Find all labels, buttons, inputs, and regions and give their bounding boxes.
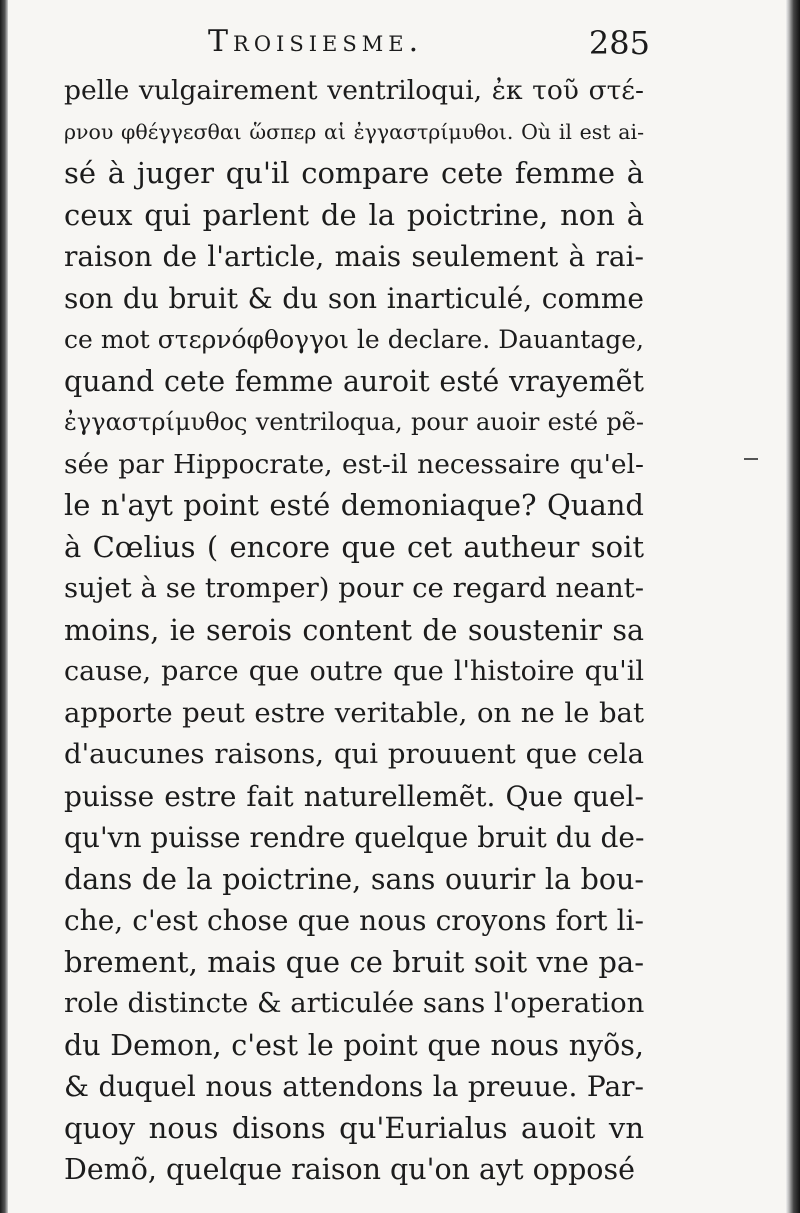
text-line: raison de l'article, mais seulement à rai- xyxy=(64,240,644,273)
text-line: quoy nous disons qu'Eurialus auoit vn xyxy=(64,1110,644,1145)
text-line: sée par Hippocrate, est-il necessaire qu'el- xyxy=(64,448,644,480)
text-line: moins, ie serois content de soustenir sa xyxy=(64,613,644,647)
text-line: che, c'est chose que nous croyons fort li- xyxy=(64,904,644,937)
text-line: Demõ, quelque raison qu'on ayt opposé xyxy=(64,1153,635,1186)
text-line: sujet à se tromper) pour ce regard neant- xyxy=(64,572,644,604)
text-line: & duquel nous attendons la preuue. Par- xyxy=(64,1070,644,1103)
running-head xyxy=(60,24,650,68)
page-edge-left xyxy=(0,0,8,1213)
running-head-title: Troisiesme. xyxy=(208,24,424,59)
text-line: ceux qui parlent de la poictrine, non à xyxy=(64,197,644,232)
text-line: cause, parce que outre que l'histoire qu'il xyxy=(64,656,644,687)
text-line: brement, mais que ce bruit soit vne pa- xyxy=(64,944,644,979)
text-line: d'aucunes raisons, qui prouuent que cela xyxy=(64,738,644,770)
text-line: apporte peut estre veritable, on ne le bat xyxy=(64,696,644,729)
text-line: son du bruit & du son inarticulé, comme xyxy=(64,281,644,315)
text-line: pelle vulgairement ventriloqui, ἐκ τοῦ στέ- xyxy=(64,75,644,106)
text-line: dans de la poictrine, sans ouurir la bou- xyxy=(64,862,644,896)
text-line: ρνου φθέγγεσθαι ὥσπερ αἱ ἐγγαστρίμυθοι. Où il est ai- xyxy=(64,119,644,144)
text-line: qu'vn puisse rendre quelque bruit du de- xyxy=(64,821,644,854)
text-line: ce mot στερνόφθογγοι le declare. Dauantage, xyxy=(64,325,644,354)
text-line: puisse estre fait naturellemẽt. Que quel- xyxy=(64,779,644,813)
page-number: 285 xyxy=(588,24,650,62)
text-line: quand cete femme auroit esté vrayemẽt xyxy=(64,364,644,398)
text-line: ἐγγαστρίμυθος ventriloqua, pour auoir esté pẽ- xyxy=(64,408,644,436)
text-line: à Cœlius ( encore que cet autheur soit xyxy=(64,529,644,564)
text-line: role distincte & articulée sans l'operation xyxy=(64,987,644,1019)
text-line: sé à juger qu'il compare cete femme à xyxy=(64,156,644,190)
text-line: du Demon, c'est le point que nous nyõs, xyxy=(64,1028,644,1062)
text-line: le n'ayt point esté demoniaque? Quand xyxy=(64,488,644,522)
page-edge-right xyxy=(786,0,800,1213)
body-text xyxy=(64,70,644,1191)
margin-mark xyxy=(744,458,758,460)
